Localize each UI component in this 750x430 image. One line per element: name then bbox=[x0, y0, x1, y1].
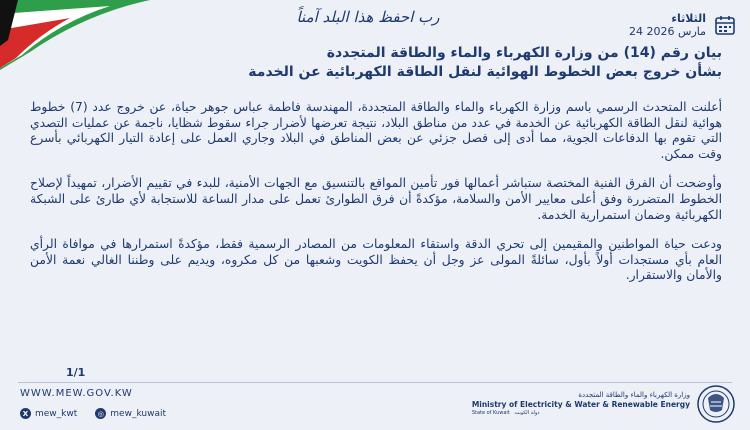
statement-body bbox=[30, 100, 722, 298]
state-name-ar: دولة الكويت bbox=[514, 409, 540, 416]
body-paragraph-1: أعلنت المتحدث الرسمي باسم وزارة الكهرباء والماء والطاقة المتجددة، المهندسة فاطمة عباس جوهر حياة، عن خروج عدد (7) خطوط هوائية لنقل الطاقة الكهربائية عن الخدمة في عدد من مناطق البلاد، نتيجة تعرضها لأضرار جراء سقوط شظايا، ناجمة عن عمليات التصدي التي تقوم بها الدفاعات الجوية، مما أدى إلى فصل جزئي عن بعض المناطق في البلاد وجاري العمل على إعادة التيار الكهربائي بأسرع وقت ممكن. bbox=[30, 100, 722, 161]
calendar-icon bbox=[714, 14, 736, 36]
ministry-emblem-icon bbox=[696, 384, 736, 424]
x-handle: mew_kwt bbox=[35, 408, 78, 419]
instagram-icon: ◎ bbox=[95, 408, 106, 419]
date-label: 24 مارس 2026 bbox=[629, 25, 706, 38]
date-block bbox=[629, 12, 736, 38]
state-name-en: State of Kuwait bbox=[471, 409, 510, 416]
website-link[interactable]: WWW.MEW.GOV.KW bbox=[20, 388, 133, 399]
footer-contacts bbox=[20, 388, 166, 419]
body-paragraph-3: ودعت حياة المواطنين والمقيمين إلى تحري الدقة واستقاء المعلومات من المصادر الرسمية فقط، مؤكدةً استمرارها في موافاة الرأي العام بأي مستجدات أولاً بأول، سائلةً المولى عز وجل أن يحفظ الكويت وشعبها من كل مكروه، ويديم على وطننا الغالي نعمة الأمن والأمان والاستقرار. bbox=[30, 237, 722, 283]
instagram-handle: mew_kuwait bbox=[110, 408, 166, 419]
day-label: الثلاثاء bbox=[671, 12, 706, 25]
headline-line-1: بيان رقم (14) من وزارة الكهرباء والماء والطاقة المتجددة bbox=[326, 45, 722, 61]
x-icon: X bbox=[20, 408, 31, 419]
instagram-account[interactable] bbox=[95, 408, 166, 419]
header-calligraphy: رب احفظ هذا البلد آمناً bbox=[296, 8, 440, 26]
headline-line-2: بشأن خروج بعض الخطوط الهوائية لنقل الطاقة الكهربائية عن الخدمة bbox=[248, 64, 722, 80]
ministry-name-ar: وزارة الكهرباء والماء والطاقة المتجددة bbox=[578, 390, 690, 399]
footer-divider bbox=[18, 382, 732, 383]
statement-headline bbox=[60, 44, 722, 82]
ministry-identity bbox=[472, 384, 736, 424]
x-account[interactable] bbox=[20, 408, 77, 419]
body-paragraph-2: وأوضحت أن الفرق الفنية المختصة ستباشر أعمالها فور تأمين المواقع بالتنسيق مع الجهات الأمنية، للبدء في تقييم الأضرار، تمهيداً لإصلاح الخطوط المتضررة وفق أعلى معايير الأمن والسلامة، مؤكدةً أن فرق الطوارئ تعمل على مدار الساعة للاستجابة لأي طارئ على الشبكة الكهربائية وضمان استمرارية الخدمة. bbox=[30, 176, 722, 222]
page-number: 1/1 bbox=[66, 366, 86, 379]
ministry-name-en: Ministry of Electricity & Water & Renewable Energy bbox=[471, 399, 690, 409]
